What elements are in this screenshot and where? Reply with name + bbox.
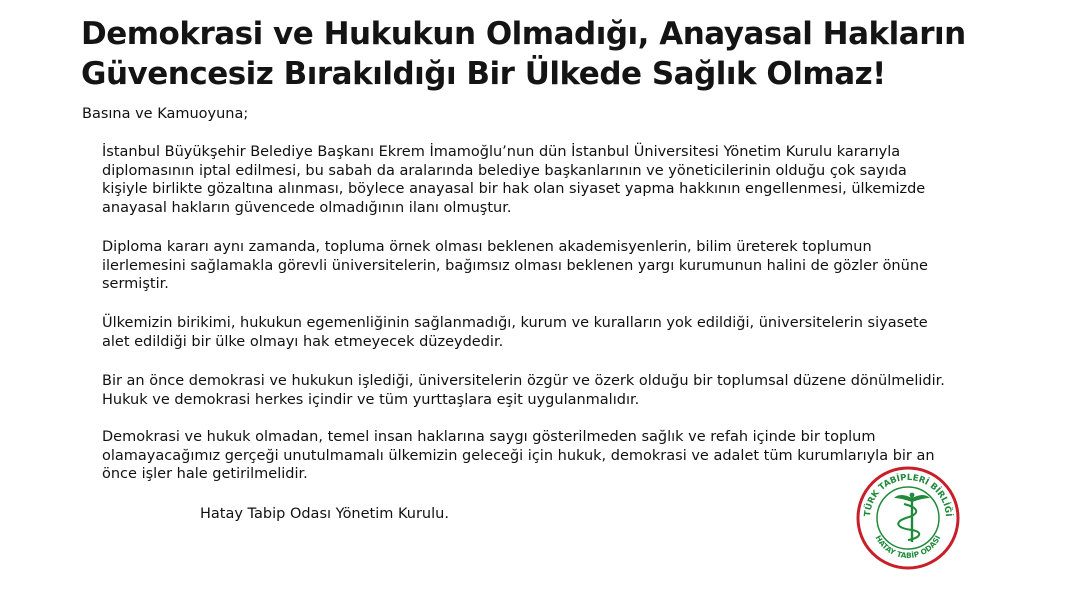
- paragraph-1: [102, 143, 1002, 217]
- paragraph-line: İstanbul Büyükşehir Belediye Başkanı Ekrem İmamoğlu’nun dün İstanbul Üniversitesi Yönetim Kurulu kararıyla: [102, 144, 901, 160]
- paragraph-4: [102, 372, 1002, 409]
- document-title: [81, 14, 1041, 94]
- paragraph-2: [102, 238, 1002, 294]
- seal-bottom-text: HATAY TABİP ODASI: [873, 533, 943, 561]
- paragraph-line: Demokrasi ve hukuk olmadan, temel insan haklarına saygı gösterilmeden sağlık ve refah içinde bir toplum: [102, 429, 876, 445]
- paragraph-line: Ülkemizin birikimi, hukukun egemenliğinin sağlanmadığı, kurum ve kuralların yok edildiği, üniversitelerin siyasete: [102, 315, 928, 331]
- title-line-2: Güvencesiz Bırakıldığı Bir Ülkede Sağlık Olmaz!: [81, 56, 886, 92]
- paragraph-line: kişiyle birlikte gözaltına alınması, böylece anayasal bir hak olan siyaset yapma hakkının engellenmesi, ülkemizde: [102, 181, 926, 197]
- paragraph-line: önce işler hale getirilmelidir.: [102, 466, 308, 482]
- paragraph-line: ilerlemesini sağlamakla görevli üniversitelerin, bağımsız olması beklenen yargı kurumunun halini de gözler önüne: [102, 257, 928, 274]
- paragraph-line: sermiştir.: [102, 276, 169, 292]
- paragraph-3: [102, 314, 1002, 351]
- paragraph-line: Diploma kararı aynı zamanda, topluma örnek olması beklenen akademisyenlerin, bilim üreterek toplumun: [102, 239, 872, 255]
- paragraph-line: alet edildiği bir ülke olmayı hak etmeyecek düzeydedir.: [102, 333, 504, 350]
- salutation: Basına ve Kamuoyuna;: [82, 106, 249, 122]
- paragraph-line: anayasal hakların güvencede olmadığının ilanı olmuştur.: [102, 199, 512, 216]
- seal-top-text: TÜRK TABİPLERİ BİRLİĞİ: [862, 472, 953, 518]
- paragraph-line: olamayacağımız gerçeği unutulmamalı ülkemizin geleceği için hukuk, demokrasi ve adalet tüm kurumlarıyla bir an: [102, 447, 935, 464]
- paragraph-line: Bir an önce demokrasi ve hukukun işlediği, üniversitelerin özgür ve özerk olduğu bir toplumsal düzene dönülmelidir.: [102, 373, 945, 389]
- signature: Hatay Tabip Odası Yönetim Kurulu.: [200, 506, 449, 522]
- title-line-1: Demokrasi ve Hukukun Olmadığı, Anayasal Hakların: [81, 16, 966, 52]
- paragraph-line: Hukuk ve demokrasi herkes içindir ve tüm yurttaşlara eşit uygulanmalıdır.: [102, 391, 640, 408]
- paragraph-line: diplomasının iptal edilmesi, bu sabah da aralarında belediye başkanlarının ve yöneticilerinin olduğu çok sayıda: [102, 162, 907, 179]
- seal-logo: [854, 464, 962, 572]
